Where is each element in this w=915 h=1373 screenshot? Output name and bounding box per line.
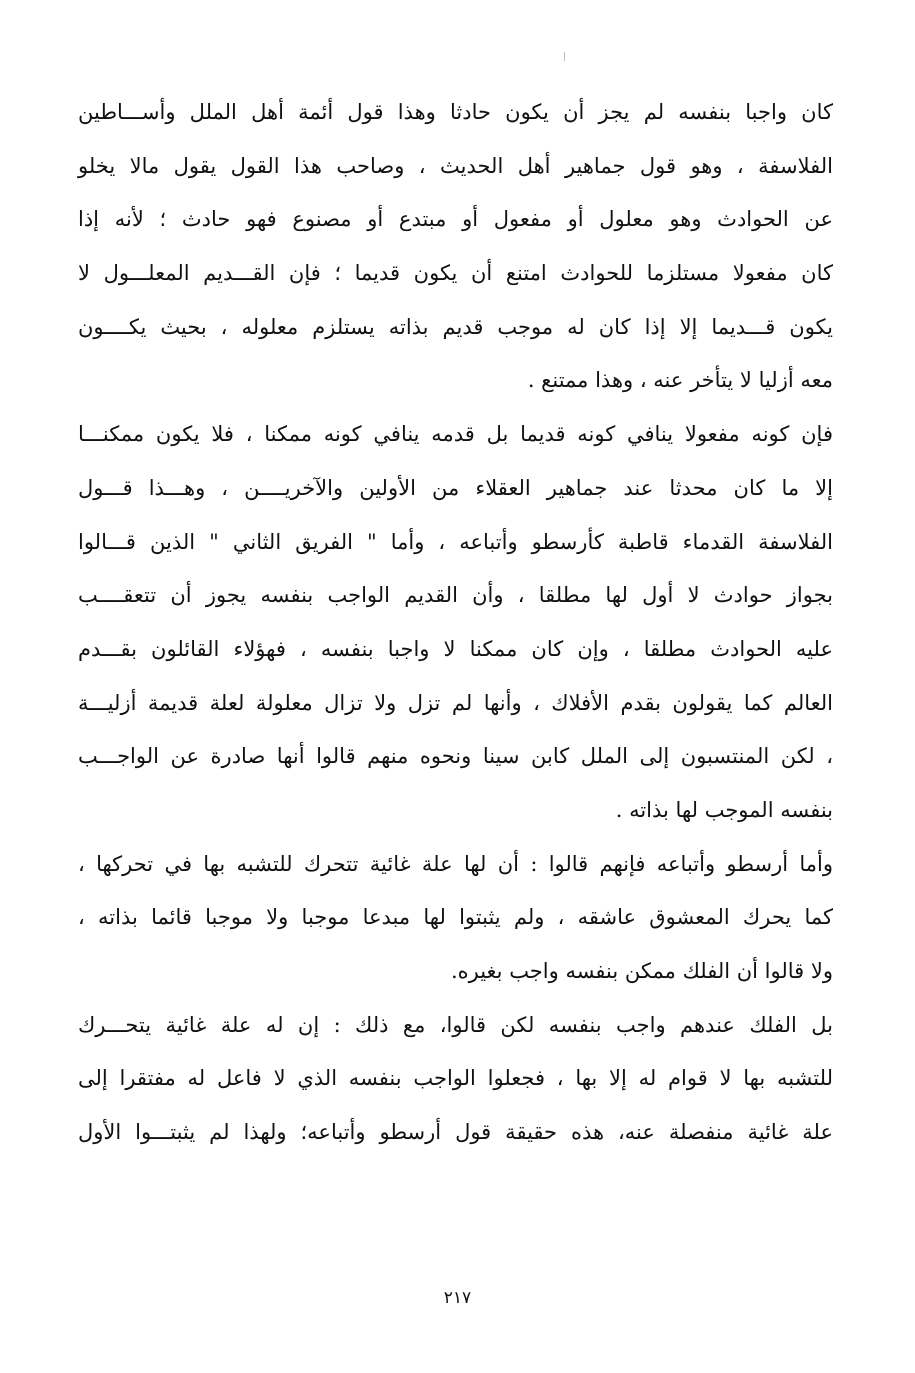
text-line: كما يحرك المعشوق عاشقه ، ولم يثبتوا لها مبدعا موجبا ولا موجبا قائما بذاته ، bbox=[78, 905, 833, 930]
text-line: علة غائية منفصلة عنه، هذه حقيقة قول أرسطو وأتباعه؛ ولهذا لم يثبتـــوا الأول bbox=[78, 1120, 833, 1145]
text-line: كان مفعولا مستلزما للحوادث امتنع أن يكون قديما ؛ فإن القـــديم المعلـــول لا bbox=[78, 261, 833, 286]
text-line: عليه الحوادث مطلقا ، وإن كان ممكنا لا واجبا بنفسه ، فهؤلاء القائلون بقـــدم bbox=[78, 636, 833, 661]
text-line: ، لكن المنتسبون إلى الملل كابن سينا ونحوه منهم قالوا أنها صادرة عن الواجـــب bbox=[78, 744, 833, 769]
text-line: ولا قالوا أن الفلك ممكن بنفسه واجب بغيره. bbox=[450, 959, 833, 983]
text-line: عن الحوادث وهو معلول أو مفعول أو مبتدع أو مصنوع فهو حادث ؛ لأنه إذا bbox=[78, 207, 833, 232]
text-line: بنفسه الموجب لها بذاته . bbox=[615, 797, 833, 822]
text-line: إلا ما كان محدثا عند جماهير العقلاء من الأولين والآخريــــن ، وهـــذا قـــول bbox=[78, 475, 833, 500]
text-line: بجواز حوادث لا أول لها مطلقا ، وأن القديم الواجب بنفسه يجوز أن تتعقــــب bbox=[78, 583, 833, 608]
text-line: وأما أرسطو وأتباعه فإنهم قالوا : أن لها علة غائية تتحرك للتشبه بها في تحركها ، bbox=[78, 851, 833, 876]
text-line: معه أزليا لا يتأخر عنه ، وهذا ممتنع . bbox=[527, 368, 833, 393]
scan-mark bbox=[564, 52, 565, 61]
paragraph-1 bbox=[78, 86, 833, 408]
text-line: العالم كما يقولون بقدم الأفلاك ، وأنها لم تزل ولا تزال معلولة لعلة قديمة أزليـــة bbox=[78, 690, 833, 715]
text-line: كان واجبا بنفسه لم يجز أن يكون حادثا وهذا قول أئمة أهل الملل وأســـاطين bbox=[78, 100, 833, 124]
body-text bbox=[78, 86, 833, 1160]
text-line: للتشبه بها لا قوام له إلا بها ، فجعلوا الواجب بنفسه الذي لا فاعل له مفتقرا إلى bbox=[78, 1066, 833, 1091]
paragraph-4 bbox=[78, 999, 833, 1160]
text-line: الفلاسفة ، وهو قول جماهير أهل الحديث ، وصاحب هذا القول يقول مالا يخلو bbox=[78, 153, 833, 178]
paragraph-2 bbox=[78, 408, 833, 838]
text-line: بل الفلك عندهم واجب بنفسه لكن قالوا، مع ذلك : إن له علة غائية يتحـــرك bbox=[78, 1012, 833, 1037]
text-line: الفلاسفة القدماء قاطبة كأرسطو وأتباعه ، وأما " الفريق الثاني " الذين قـــالوا bbox=[78, 529, 833, 554]
text-line: فإن كونه مفعولا ينافي كونه قديما بل قدمه ينافي كونه ممكنا ، فلا يكون ممكنـــا bbox=[78, 422, 833, 447]
page-number: ٢١٧ bbox=[443, 1288, 472, 1308]
paragraph-3 bbox=[78, 838, 833, 999]
text-line: يكون قـــديما إلا إذا كان له موجب قديم بذاته يستلزم معلوله ، بحيث يكــــون bbox=[78, 314, 833, 339]
